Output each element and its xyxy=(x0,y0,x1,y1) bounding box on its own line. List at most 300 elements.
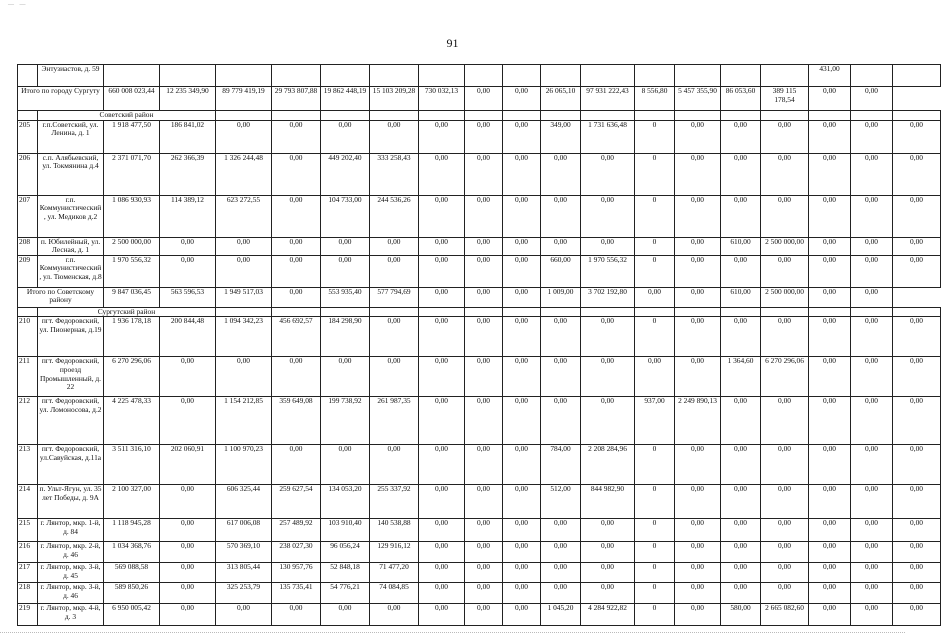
table-cell: 0,00 xyxy=(851,604,893,626)
table-cell: 0,00 xyxy=(216,357,272,397)
table-cell: 0,00 xyxy=(272,357,321,397)
table-cell: 0,00 xyxy=(160,604,216,626)
table-cell: 0 xyxy=(635,153,675,195)
table-row xyxy=(18,195,941,237)
table-cell: 0,00 xyxy=(272,237,321,255)
table-cell: 0,00 xyxy=(465,583,503,604)
row-number: 206 xyxy=(18,153,38,195)
table-cell: 0,00 xyxy=(541,357,581,397)
table-cell xyxy=(465,65,503,87)
table-cell xyxy=(370,65,419,87)
row-number: 205 xyxy=(18,120,38,153)
table-cell: 0,00 xyxy=(851,445,893,485)
table-cell: 0,00 xyxy=(761,445,809,485)
table-cell: 0,00 xyxy=(893,563,941,583)
table-cell: 844 982,90 xyxy=(581,485,635,519)
table-row xyxy=(18,583,941,604)
table-cell: 0,00 xyxy=(761,563,809,583)
table-cell: 2 100 327,00 xyxy=(104,485,160,519)
table-cell: 0,00 xyxy=(851,120,893,153)
table-cell: 0,00 xyxy=(370,317,419,357)
table-cell: 0,00 xyxy=(675,153,721,195)
table-cell: 259 627,54 xyxy=(272,485,321,519)
table-cell xyxy=(18,111,38,121)
table-cell: 0,00 xyxy=(809,604,851,626)
address-cell: пгт. Федоровский, ул. Пионерная, д.19 xyxy=(38,317,104,357)
table-cell: 0,00 xyxy=(419,563,465,583)
table-row xyxy=(18,542,941,563)
table-cell: 26 065,10 xyxy=(541,87,581,111)
table-cell: 71 477,20 xyxy=(370,563,419,583)
table-cell xyxy=(761,111,809,121)
total-label: Итого по городу Сургуту xyxy=(18,87,104,111)
table-cell: 0,00 xyxy=(809,519,851,542)
table-cell: 134 053,20 xyxy=(321,485,370,519)
table-cell: 0,00 xyxy=(675,563,721,583)
table-cell: 0 xyxy=(635,255,675,287)
table-cell: 0,00 xyxy=(541,563,581,583)
table-cell: 0 xyxy=(635,195,675,237)
table-cell: 0,00 xyxy=(851,542,893,563)
table-cell: 0,00 xyxy=(581,237,635,255)
table-cell: 0,00 xyxy=(581,357,635,397)
table-cell xyxy=(721,65,761,87)
table-cell xyxy=(893,111,941,121)
table-cell: 2 249 890,13 xyxy=(675,397,721,445)
table-cell: 0,00 xyxy=(893,519,941,542)
table-cell: 0,00 xyxy=(635,357,675,397)
table-cell: 3 511 316,10 xyxy=(104,445,160,485)
row-number: 212 xyxy=(18,397,38,445)
table-cell: 0,00 xyxy=(465,485,503,519)
table-cell: 0,00 xyxy=(465,87,503,111)
address-cell: пгт. Федоровский, ул. Ломоносова, д.2 xyxy=(38,397,104,445)
table-cell xyxy=(721,111,761,121)
table-cell: 0,00 xyxy=(465,519,503,542)
table-cell: 9 847 036,45 xyxy=(104,287,160,307)
table-cell: 0,00 xyxy=(503,445,541,485)
table-cell: 1 154 212,85 xyxy=(216,397,272,445)
table-row xyxy=(18,519,941,542)
table-cell: 0,00 xyxy=(465,237,503,255)
address-cell: п. Ульт-Ягун, ул. 35 лет Победы, д. 9А xyxy=(38,485,104,519)
section-title: Сургутский район xyxy=(38,307,216,317)
table-cell: 0,00 xyxy=(503,583,541,604)
table-cell: 0,00 xyxy=(541,583,581,604)
table-cell: 238 027,30 xyxy=(272,542,321,563)
row-number: 216 xyxy=(18,542,38,563)
table-cell: 0,00 xyxy=(503,604,541,626)
table-cell: 0,00 xyxy=(851,357,893,397)
table-cell: 0,00 xyxy=(721,317,761,357)
table-cell: 0 xyxy=(635,485,675,519)
table-cell: 0,00 xyxy=(581,583,635,604)
table-cell: 8 556,80 xyxy=(635,87,675,111)
table-cell: 623 272,55 xyxy=(216,195,272,237)
table-cell: 0,00 xyxy=(503,195,541,237)
table-cell: 0,00 xyxy=(675,120,721,153)
table-cell: 0,00 xyxy=(675,485,721,519)
table-cell: 96 056,24 xyxy=(321,542,370,563)
table-row xyxy=(18,604,941,626)
table-cell: 0 xyxy=(635,237,675,255)
table-cell: 0,00 xyxy=(503,120,541,153)
table-cell: 0,00 xyxy=(160,485,216,519)
table-cell: 257 489,92 xyxy=(272,519,321,542)
table-cell: 0,00 xyxy=(160,237,216,255)
table-cell: 0,00 xyxy=(321,255,370,287)
table-cell: 6 950 005,42 xyxy=(104,604,160,626)
table-cell: 0,00 xyxy=(675,237,721,255)
top-mark: — — xyxy=(8,2,28,8)
table-cell: 0,00 xyxy=(541,317,581,357)
table-cell: 0,00 xyxy=(809,583,851,604)
row-number: 218 xyxy=(18,583,38,604)
table-cell: 0,00 xyxy=(851,563,893,583)
table-row xyxy=(18,357,941,397)
table-cell: 0,00 xyxy=(419,519,465,542)
table-cell: 0,00 xyxy=(370,120,419,153)
table-row xyxy=(18,255,941,287)
table-cell: 333 258,43 xyxy=(370,153,419,195)
table-cell: 0,00 xyxy=(761,255,809,287)
table-cell: 0,00 xyxy=(851,87,893,111)
table-cell: 0,00 xyxy=(893,237,941,255)
table-cell: 0,00 xyxy=(272,120,321,153)
table-cell: 0,00 xyxy=(321,237,370,255)
table-cell: 89 779 419,19 xyxy=(216,87,272,111)
table-cell: 0,00 xyxy=(419,120,465,153)
table-cell: 0 xyxy=(635,563,675,583)
table-cell: 0,00 xyxy=(893,120,941,153)
table-cell: 563 596,53 xyxy=(160,287,216,307)
table-cell: 0,00 xyxy=(851,237,893,255)
table-cell: 0,00 xyxy=(419,397,465,445)
table-cell: 0,00 xyxy=(272,604,321,626)
table-cell: 97 931 222,43 xyxy=(581,87,635,111)
table-cell: 0,00 xyxy=(893,583,941,604)
table-cell: 1 009,00 xyxy=(541,287,581,307)
table-cell: 0,00 xyxy=(721,255,761,287)
table-cell: 12 235 349,90 xyxy=(160,87,216,111)
table-cell: 580,00 xyxy=(721,604,761,626)
table-cell: 0,00 xyxy=(851,519,893,542)
table-cell: 2 500 000,00 xyxy=(104,237,160,255)
table-cell: 610,00 xyxy=(721,287,761,307)
table-cell: 86 053,60 xyxy=(721,87,761,111)
table-cell: 0,00 xyxy=(721,120,761,153)
table-cell: 553 935,40 xyxy=(321,287,370,307)
table-row xyxy=(18,237,941,255)
table-cell: 0,00 xyxy=(370,237,419,255)
table-cell: 184 298,90 xyxy=(321,317,370,357)
table-cell: 0,00 xyxy=(465,397,503,445)
table-cell: 0,00 xyxy=(809,287,851,307)
register-table xyxy=(17,64,941,626)
table-cell: 1 731 636,48 xyxy=(581,120,635,153)
table-cell: 262 366,39 xyxy=(160,153,216,195)
table-cell xyxy=(503,111,541,121)
table-cell: 1 086 930,93 xyxy=(104,195,160,237)
table-cell: 570 369,10 xyxy=(216,542,272,563)
table-row xyxy=(18,563,941,583)
table-cell: 200 844,48 xyxy=(160,317,216,357)
table-cell: 0,00 xyxy=(809,87,851,111)
row-number: 210 xyxy=(18,317,38,357)
table-cell: 0,00 xyxy=(503,397,541,445)
table-cell: 0,00 xyxy=(419,237,465,255)
table-cell: 0,00 xyxy=(675,317,721,357)
table-cell: 0,00 xyxy=(893,317,941,357)
table-cell: 0,00 xyxy=(721,583,761,604)
table-cell: 130 957,76 xyxy=(272,563,321,583)
address-cell: пгт. Федоровский, проезд Промышленный, д. 22 xyxy=(38,357,104,397)
row-number: 213 xyxy=(18,445,38,485)
table-cell xyxy=(216,65,272,87)
table-cell xyxy=(216,111,272,121)
table-cell: 349,00 xyxy=(541,120,581,153)
table-cell: 0,00 xyxy=(851,195,893,237)
table-row xyxy=(18,120,941,153)
table-cell: 0,00 xyxy=(160,542,216,563)
table-cell: 0,00 xyxy=(675,287,721,307)
table-cell xyxy=(761,65,809,87)
table-cell: 1 100 970,23 xyxy=(216,445,272,485)
table-cell: 0,00 xyxy=(541,519,581,542)
table-cell: 0,00 xyxy=(893,485,941,519)
table-cell: 0,00 xyxy=(761,397,809,445)
table-cell: 0,00 xyxy=(216,604,272,626)
table-row xyxy=(18,397,941,445)
table-cell: 0,00 xyxy=(809,357,851,397)
table-cell: 0,00 xyxy=(503,287,541,307)
table-cell: 0,00 xyxy=(419,357,465,397)
row-number: 209 xyxy=(18,255,38,287)
row-number: 214 xyxy=(18,485,38,519)
table-cell: 0,00 xyxy=(419,542,465,563)
table-cell: 0,00 xyxy=(419,583,465,604)
table-cell: 0,00 xyxy=(465,563,503,583)
table-cell: 15 103 209,28 xyxy=(370,87,419,111)
table-cell: 2 665 082,60 xyxy=(761,604,809,626)
table-cell xyxy=(541,111,581,121)
table-cell: 313 805,44 xyxy=(216,563,272,583)
table-cell: 0,00 xyxy=(761,120,809,153)
table-cell: 0,00 xyxy=(675,542,721,563)
table-cell: 0,00 xyxy=(503,255,541,287)
table-cell xyxy=(581,65,635,87)
table-cell: 0,00 xyxy=(893,604,941,626)
table-cell: 0,00 xyxy=(851,397,893,445)
table-cell: 0,00 xyxy=(321,120,370,153)
address-cell: с.п. Алябьевский, ул. Токмянина д.4 xyxy=(38,153,104,195)
total-label: Итого по Советскому району xyxy=(18,287,104,307)
table-cell: 0,00 xyxy=(893,445,941,485)
table-cell: 0,00 xyxy=(419,485,465,519)
table-cell: 0,00 xyxy=(272,287,321,307)
table-cell: 456 692,57 xyxy=(272,317,321,357)
table-cell: 730 032,13 xyxy=(419,87,465,111)
table-cell: 4 284 922,82 xyxy=(581,604,635,626)
table-cell: 2 500 000,00 xyxy=(761,237,809,255)
table-cell: 4 225 478,33 xyxy=(104,397,160,445)
table-cell: 0,00 xyxy=(160,519,216,542)
table-cell: 0,00 xyxy=(541,237,581,255)
table-cell xyxy=(893,65,941,87)
table-cell: 0,00 xyxy=(541,153,581,195)
table-cell: 0,00 xyxy=(503,87,541,111)
register-table-body xyxy=(18,65,941,626)
table-cell: 103 910,40 xyxy=(321,519,370,542)
table-cell: 0,00 xyxy=(160,255,216,287)
table-cell: 0,00 xyxy=(851,255,893,287)
table-cell: 0,00 xyxy=(503,485,541,519)
table-cell: 1 949 517,03 xyxy=(216,287,272,307)
table-cell: 0,00 xyxy=(809,195,851,237)
table-cell: 0,00 xyxy=(465,153,503,195)
table-cell: 0,00 xyxy=(216,237,272,255)
table-cell: 114 389,12 xyxy=(160,195,216,237)
table-cell: 0,00 xyxy=(675,519,721,542)
table-cell xyxy=(675,65,721,87)
table-cell: 0 xyxy=(635,542,675,563)
table-cell: 0,00 xyxy=(581,153,635,195)
table-cell: 0 xyxy=(635,583,675,604)
table-cell: 0,00 xyxy=(721,153,761,195)
table-cell: 1 364,60 xyxy=(721,357,761,397)
address-cell: г. Лянтор, мкр. 1-й, д. 84 xyxy=(38,519,104,542)
table-cell: 0,00 xyxy=(635,287,675,307)
table-cell: 0,00 xyxy=(675,445,721,485)
table-cell xyxy=(851,111,893,121)
table-cell: 0,00 xyxy=(761,542,809,563)
row-number: 211 xyxy=(18,357,38,397)
table-cell: 0,00 xyxy=(216,255,272,287)
total-row xyxy=(18,287,941,307)
table-cell: 255 337,92 xyxy=(370,485,419,519)
row-number: 207 xyxy=(18,195,38,237)
table-cell: 0,00 xyxy=(465,445,503,485)
page-number: 91 xyxy=(446,36,459,50)
row-number: 217 xyxy=(18,563,38,583)
table-cell: 0,00 xyxy=(321,357,370,397)
table-cell: 0,00 xyxy=(809,485,851,519)
table-cell: 6 270 296,06 xyxy=(761,357,809,397)
table-cell: 0,00 xyxy=(216,120,272,153)
table-cell: 0,00 xyxy=(893,153,941,195)
table-cell: 2 500 000,00 xyxy=(761,287,809,307)
table-cell: 0,00 xyxy=(503,357,541,397)
table-cell: 0,00 xyxy=(809,542,851,563)
table-cell: 0,00 xyxy=(465,255,503,287)
table-cell: 0,00 xyxy=(721,397,761,445)
table-cell: 0,00 xyxy=(272,195,321,237)
table-cell: 2 371 071,70 xyxy=(104,153,160,195)
table-cell: 0,00 xyxy=(160,583,216,604)
table-cell: 937,00 xyxy=(635,397,675,445)
table-cell: 0,00 xyxy=(465,195,503,237)
table-cell: 5 457 355,90 xyxy=(675,87,721,111)
table-cell: 0,00 xyxy=(272,255,321,287)
row-number xyxy=(18,65,38,87)
table-cell: 104 733,00 xyxy=(321,195,370,237)
table-cell: 660,00 xyxy=(541,255,581,287)
table-cell: 0,00 xyxy=(721,485,761,519)
table-cell: 0,00 xyxy=(851,287,893,307)
address-cell: п. Юбилейный, ул. Лесная, д. 1 xyxy=(38,237,104,255)
table-cell: 0,00 xyxy=(851,583,893,604)
address-cell: пгт. Федоровский, ул.Савуйская, д.11а xyxy=(38,445,104,485)
table-cell xyxy=(370,111,419,121)
section-row xyxy=(18,111,941,121)
table-cell: 0,00 xyxy=(541,195,581,237)
address-cell: г.п.Советский, ул. Ленина, д. 1 xyxy=(38,120,104,153)
table-cell: 186 841,02 xyxy=(160,120,216,153)
table-cell: 0,00 xyxy=(809,120,851,153)
row-number: 208 xyxy=(18,237,38,255)
table-cell: 0 xyxy=(635,120,675,153)
table-cell: 129 916,12 xyxy=(370,542,419,563)
table-cell: 617 006,08 xyxy=(216,519,272,542)
table-cell xyxy=(160,65,216,87)
table-cell: 0,00 xyxy=(419,445,465,485)
table-cell: 0,00 xyxy=(503,317,541,357)
table-cell: 0,00 xyxy=(761,583,809,604)
table-cell xyxy=(419,111,465,121)
table-cell: 0,00 xyxy=(809,237,851,255)
table-cell: 0,00 xyxy=(272,153,321,195)
table-cell: 0,00 xyxy=(503,153,541,195)
table-cell: 1 936 178,18 xyxy=(104,317,160,357)
table-cell xyxy=(465,111,503,121)
table-cell: 0,00 xyxy=(581,397,635,445)
table-cell: 1 970 556,32 xyxy=(581,255,635,287)
address-cell: г. Лянтор, мкр. 3-й, д. 46 xyxy=(38,583,104,604)
table-cell: 0,00 xyxy=(272,445,321,485)
table-cell: 0,00 xyxy=(761,153,809,195)
address-cell: г.п. Коммунистический, ул. Тюменская, д.8 xyxy=(38,255,104,287)
table-cell: 1 326 244,48 xyxy=(216,153,272,195)
table-cell: 1 045,20 xyxy=(541,604,581,626)
table-cell: 0,00 xyxy=(503,237,541,255)
table-row xyxy=(18,317,941,357)
table-cell: 0,00 xyxy=(675,255,721,287)
table-cell: 0,00 xyxy=(761,317,809,357)
table-cell: 0,00 xyxy=(675,195,721,237)
table-cell: 0,00 xyxy=(721,519,761,542)
table-cell: 0,00 xyxy=(675,604,721,626)
address-cell: г. Лянтор, мкр. 3-й, д. 45 xyxy=(38,563,104,583)
table-cell xyxy=(272,111,321,121)
total-row xyxy=(18,87,941,111)
table-cell: 0,00 xyxy=(465,542,503,563)
address-cell: г. Лянтор, мкр. 4-й, д. 3 xyxy=(38,604,104,626)
table-cell: 140 538,88 xyxy=(370,519,419,542)
footer-dotted-line xyxy=(0,632,905,637)
table-cell: 74 084,85 xyxy=(370,583,419,604)
table-cell: 0,00 xyxy=(761,519,809,542)
table-cell: 0,00 xyxy=(419,317,465,357)
table-cell: 0 xyxy=(635,519,675,542)
table-cell: 0,00 xyxy=(370,255,419,287)
table-cell: 0,00 xyxy=(419,604,465,626)
table-cell: 0,00 xyxy=(419,153,465,195)
table-cell: 54 776,21 xyxy=(321,583,370,604)
table-cell: 0,00 xyxy=(419,255,465,287)
table-cell: 512,00 xyxy=(541,485,581,519)
table-cell: 0 xyxy=(635,445,675,485)
table-cell: 1 034 368,76 xyxy=(104,542,160,563)
